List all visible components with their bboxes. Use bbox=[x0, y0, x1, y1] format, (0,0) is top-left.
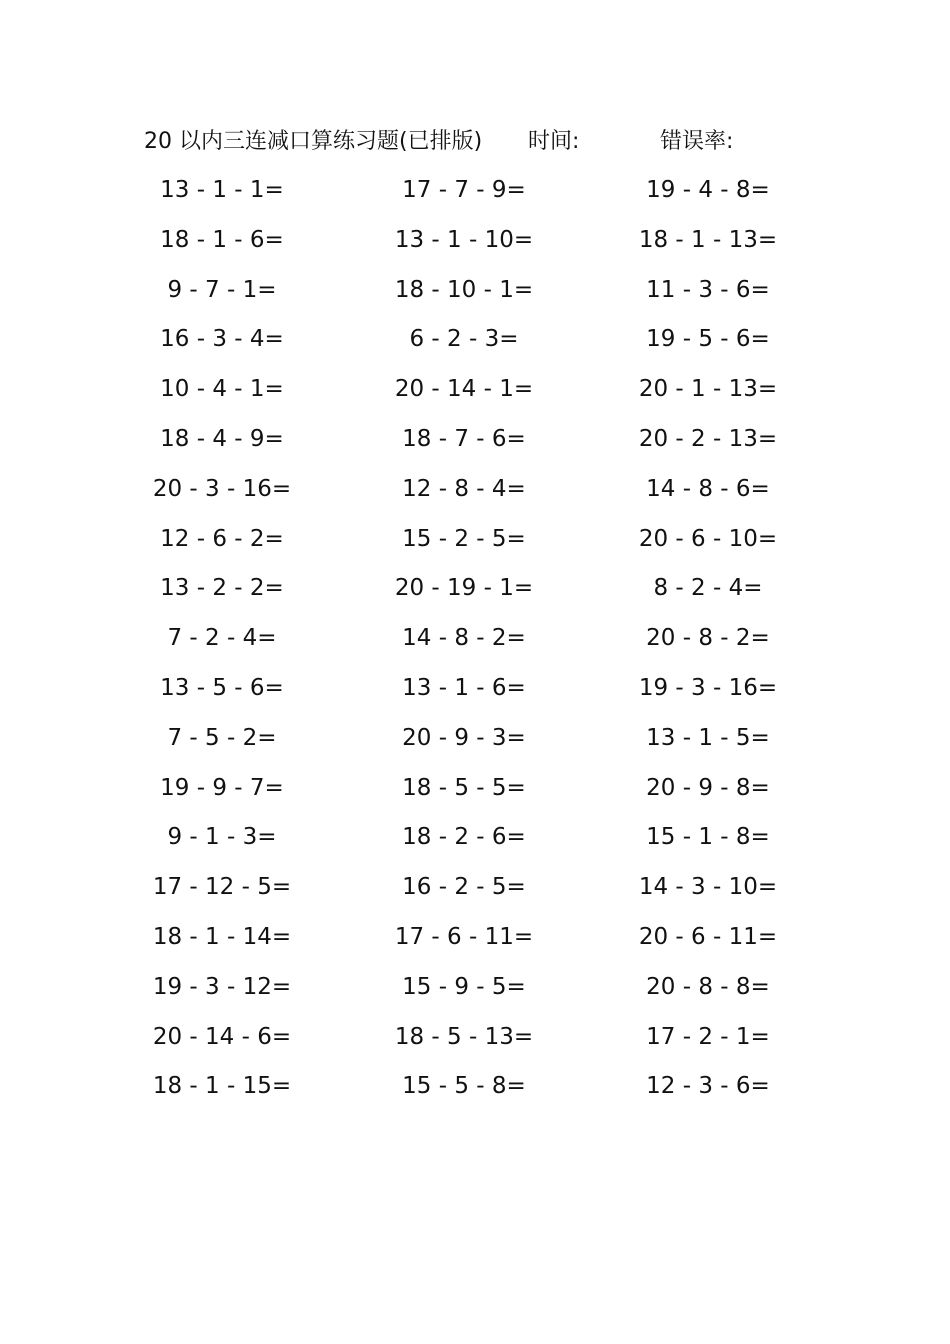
problem-grid bbox=[0, 170, 950, 1116]
problem-item: 15 - 5 - 8= bbox=[402, 1073, 526, 1100]
problem-row bbox=[0, 568, 950, 618]
problem-item: 20 - 14 - 6= bbox=[152, 1023, 292, 1050]
problem-item: 20 - 9 - 3= bbox=[402, 724, 526, 751]
problem-item: 14 - 8 - 6= bbox=[646, 475, 770, 502]
problem-item: 7 - 5 - 2= bbox=[167, 724, 277, 751]
problem-item: 18 - 5 - 13= bbox=[394, 1023, 534, 1050]
problem-item: 10 - 4 - 1= bbox=[160, 376, 284, 403]
problem-item: 16 - 3 - 4= bbox=[160, 326, 284, 353]
problem-item: 17 - 12 - 5= bbox=[152, 874, 292, 901]
problem-row bbox=[0, 718, 950, 768]
problem-row bbox=[0, 1017, 950, 1067]
problem-item: 13 - 1 - 6= bbox=[402, 674, 526, 701]
problem-item: 20 - 8 - 8= bbox=[646, 973, 770, 1000]
problem-item: 13 - 1 - 10= bbox=[394, 226, 534, 253]
problem-row bbox=[0, 369, 950, 419]
problem-item: 8 - 2 - 4= bbox=[653, 575, 763, 602]
problem-item: 20 - 6 - 11= bbox=[638, 923, 778, 950]
problem-item: 18 - 1 - 13= bbox=[638, 226, 778, 253]
problem-item: 18 - 7 - 6= bbox=[402, 425, 526, 452]
worksheet-header bbox=[0, 122, 950, 162]
problem-item: 7 - 2 - 4= bbox=[167, 625, 277, 652]
problem-item: 20 - 3 - 16= bbox=[152, 475, 292, 502]
problem-row bbox=[0, 270, 950, 320]
problem-row bbox=[0, 519, 950, 569]
problem-item: 20 - 14 - 1= bbox=[394, 376, 534, 403]
problem-item: 19 - 5 - 6= bbox=[646, 326, 770, 353]
problem-item: 20 - 8 - 2= bbox=[646, 625, 770, 652]
problem-row bbox=[0, 768, 950, 818]
time-label: 时间: bbox=[528, 129, 580, 154]
problem-row bbox=[0, 817, 950, 867]
problem-item: 20 - 9 - 8= bbox=[646, 774, 770, 801]
problem-item: 15 - 9 - 5= bbox=[402, 973, 526, 1000]
problem-item: 14 - 8 - 2= bbox=[402, 625, 526, 652]
problem-row bbox=[0, 220, 950, 270]
problem-row bbox=[0, 917, 950, 967]
problem-row bbox=[0, 469, 950, 519]
problem-item: 20 - 6 - 10= bbox=[638, 525, 778, 552]
problem-item: 9 - 1 - 3= bbox=[167, 824, 277, 851]
error-rate-label: 错误率: bbox=[660, 129, 734, 154]
problem-item: 18 - 2 - 6= bbox=[402, 824, 526, 851]
problem-item: 18 - 5 - 5= bbox=[402, 774, 526, 801]
problem-item: 9 - 7 - 1= bbox=[167, 276, 277, 303]
problem-row bbox=[0, 319, 950, 369]
problem-item: 16 - 2 - 5= bbox=[402, 874, 526, 901]
problem-item: 13 - 1 - 1= bbox=[160, 177, 284, 203]
problem-row bbox=[0, 867, 950, 917]
problem-item: 14 - 3 - 10= bbox=[638, 874, 778, 901]
problem-item: 11 - 3 - 6= bbox=[646, 276, 770, 303]
problem-item: 6 - 2 - 3= bbox=[409, 326, 519, 353]
problem-item: 20 - 2 - 13= bbox=[638, 425, 778, 452]
problem-item: 20 - 19 - 1= bbox=[394, 575, 534, 602]
problem-item: 17 - 7 - 9= bbox=[402, 177, 526, 203]
problem-item: 17 - 2 - 1= bbox=[646, 1023, 770, 1050]
problem-item: 12 - 6 - 2= bbox=[160, 525, 284, 552]
problem-item: 15 - 1 - 8= bbox=[646, 824, 770, 851]
problem-item: 18 - 1 - 14= bbox=[152, 923, 292, 950]
problem-row bbox=[0, 618, 950, 668]
problem-item: 20 - 1 - 13= bbox=[638, 376, 778, 403]
problem-item: 18 - 1 - 6= bbox=[160, 226, 284, 253]
problem-item: 12 - 3 - 6= bbox=[646, 1073, 770, 1100]
problem-row bbox=[0, 170, 950, 220]
problem-item: 18 - 4 - 9= bbox=[160, 425, 284, 452]
problem-item: 13 - 5 - 6= bbox=[160, 674, 284, 701]
problem-item: 17 - 6 - 11= bbox=[394, 923, 534, 950]
problem-row bbox=[0, 668, 950, 718]
problem-item: 18 - 1 - 15= bbox=[152, 1073, 292, 1100]
problem-item: 15 - 2 - 5= bbox=[402, 525, 526, 552]
problem-item: 13 - 1 - 5= bbox=[646, 724, 770, 751]
problem-item: 19 - 4 - 8= bbox=[646, 177, 770, 203]
problem-row bbox=[0, 1066, 950, 1116]
problem-row bbox=[0, 967, 950, 1017]
problem-item: 19 - 9 - 7= bbox=[160, 774, 284, 801]
problem-item: 12 - 8 - 4= bbox=[402, 475, 526, 502]
problem-item: 19 - 3 - 12= bbox=[152, 973, 292, 1000]
problem-item: 19 - 3 - 16= bbox=[638, 674, 778, 701]
problem-row bbox=[0, 419, 950, 469]
problem-item: 18 - 10 - 1= bbox=[394, 276, 534, 303]
problem-item: 13 - 2 - 2= bbox=[160, 575, 284, 602]
worksheet-title: 20 以内三连减口算练习题(已排版) bbox=[144, 129, 483, 154]
